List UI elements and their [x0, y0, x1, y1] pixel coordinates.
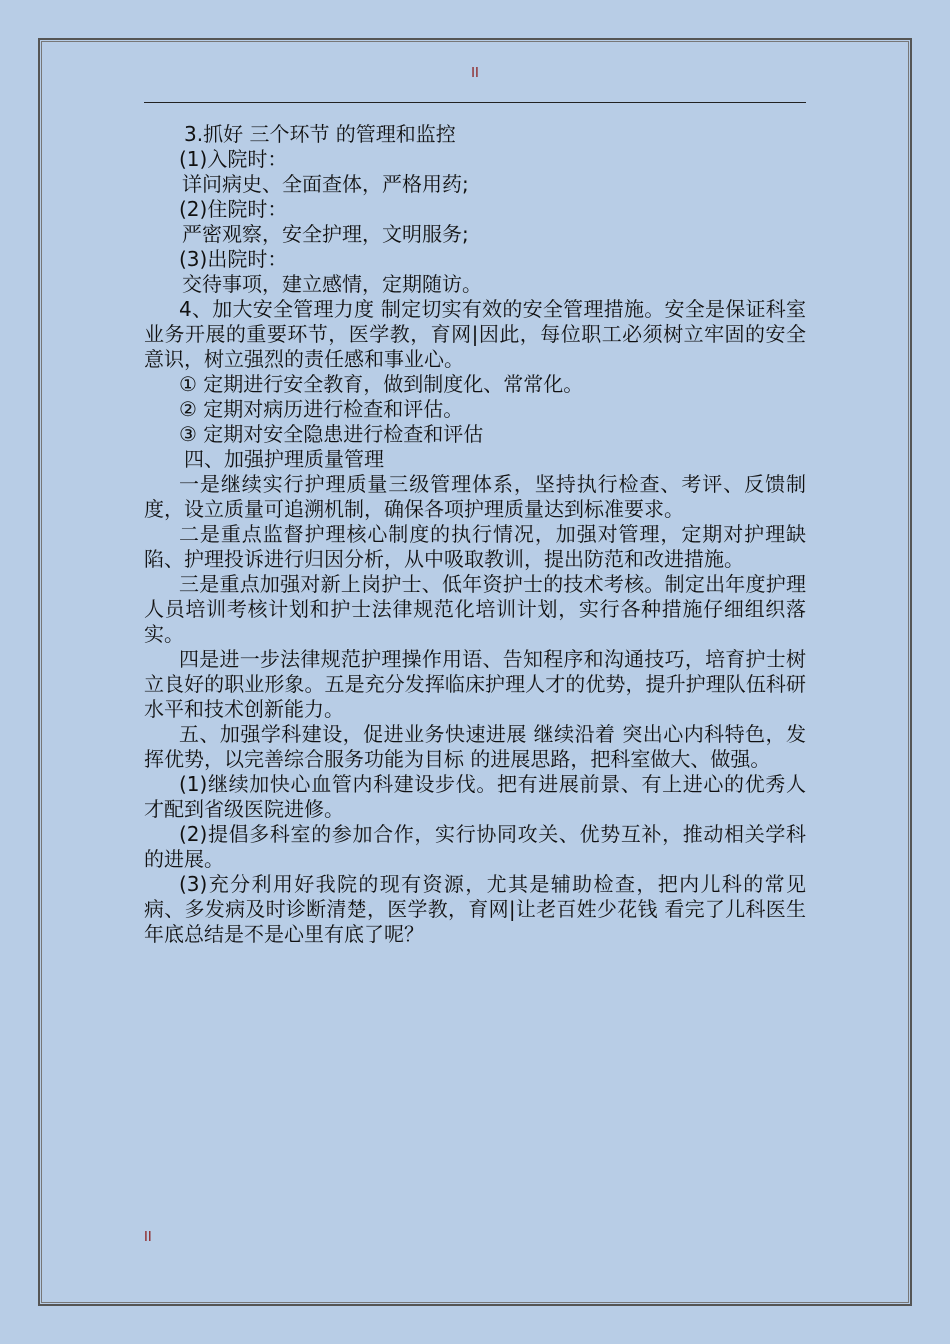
paragraph: (1)继续加快心血管内科建设步伐。把有进展前景、有上进心的优秀人才配到省级医院进修。 [144, 772, 806, 821]
list-item: (2)住院时： [179, 197, 288, 221]
header-page-mark: II [471, 66, 479, 81]
paragraph: 五、加强学科建设，促进业务快速进展 继续沿着 突出心内科特色，发挥优势，以完善综合服务功能为目标 的进展思路，把科室做大、做强。 [144, 722, 806, 771]
list-item-detail: 交待事项，建立感情，定期随访。 [182, 272, 482, 296]
paragraph: 四是进一步法律规范护理操作用语、告知程序和沟通技巧，培育护士树立良好的职业形象。五是充分发挥临床护理人才的优势，提升护理队伍科研水平和技术创新能力。 [144, 647, 806, 721]
section-heading-4: 四、加强护理质量管理 [184, 447, 384, 471]
list-item: (1)入院时： [179, 147, 288, 171]
list-item-detail: 详问病史、全面查体，严格用药; [182, 172, 469, 196]
paragraph: (3)充分利用好我院的现有资源，尤其是辅助检查，把内儿科的常见病、多发病及时诊断清楚，医学教，育网|让老百姓少花钱 看完了儿科医生年底总结是不是心里有底了呢？ [144, 872, 806, 946]
list-item: ① 定期进行安全教育，做到制度化、常常化。 [179, 372, 584, 396]
list-item: ③ 定期对安全隐患进行检查和评估 [179, 422, 484, 446]
header-rule [144, 102, 806, 103]
paragraph: (2)提倡多科室的参加合作，实行协同攻关、优势互补，推动相关学科的进展。 [144, 822, 806, 871]
list-item: ② 定期对病历进行检查和评估。 [179, 397, 464, 421]
document-body [144, 122, 806, 947]
paragraph: 二是重点监督护理核心制度的执行情况，加强对管理，定期对护理缺陷、护理投诉进行归因分析，从中吸取教训，提出防范和改进措施。 [144, 522, 806, 571]
footer-page-mark: II [144, 1230, 152, 1245]
list-item: (3)出院时： [179, 247, 288, 271]
list-item-detail: 严密观察，安全护理，文明服务; [182, 222, 469, 246]
paragraph: 一是继续实行护理质量三级管理体系，坚持执行检查、考评、反馈制度，设立质量可追溯机制，确保各项护理质量达到标准要求。 [144, 472, 806, 521]
paragraph: 三是重点加强对新上岗护士、低年资护士的技术考核。制定出年度护理人员培训考核计划和护士法律规范化培训计划，实行各种措施仔细组织落实。 [144, 572, 806, 646]
paragraph: 4、加大安全管理力度 制定切实有效的安全管理措施。安全是保证科室业务开展的重要环节，医学教，育网|因此，每位职工必须树立牢固的安全意识，树立强烈的责任感和事业心。 [144, 297, 806, 371]
section-heading-3: 3.抓好 三个环节 的管理和监控 [184, 122, 456, 146]
